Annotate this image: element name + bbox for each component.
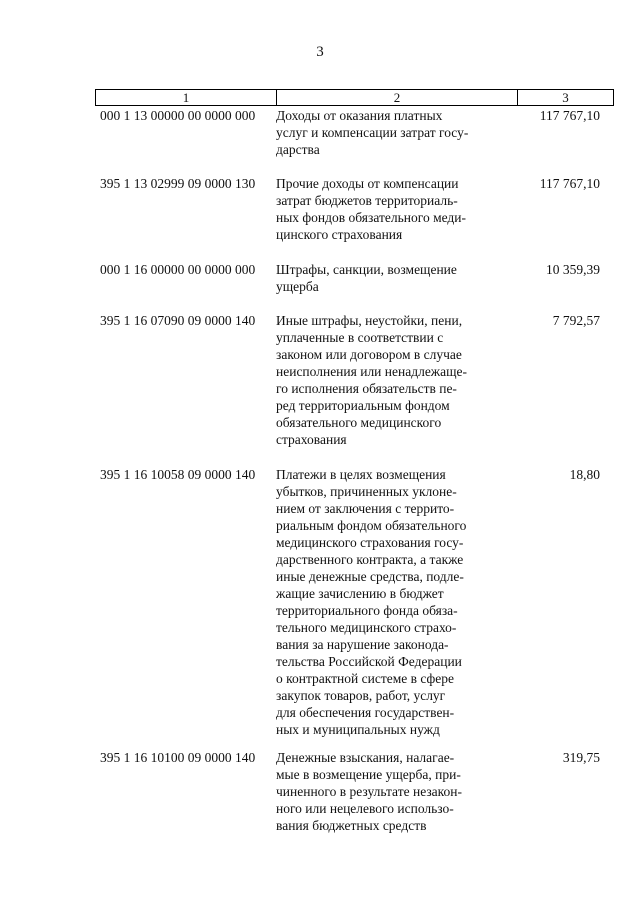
row-name-line: жащие зачислению в бюджет [276, 586, 444, 601]
row-name-line: Денежные взыскания, налагае- [276, 750, 455, 765]
header-col-1: 1 [96, 90, 277, 105]
row-name-line: чиненного в результате незакон- [276, 784, 463, 799]
row-name-line: иные денежные средства, подле- [276, 569, 464, 584]
row-name-line: обязательного медицинского [276, 415, 442, 430]
row-amount: 319,75 [562, 750, 600, 765]
row-name-line: вания за нарушение законода- [276, 637, 449, 652]
row-name-line: дарства [276, 142, 320, 157]
row-name-line: риальным фондом обязательного [276, 518, 467, 533]
row-amount: 7 792,57 [552, 313, 600, 328]
row-name-line: Прочие доходы от компенсации [276, 176, 459, 191]
row-name-line: Платежи в целях возмещения [276, 467, 446, 482]
row-name-line: Штрафы, санкции, возмещение [276, 262, 457, 277]
row-name [276, 749, 516, 834]
row-name-line: страхования [276, 432, 347, 447]
table-header [95, 89, 614, 106]
row-name-line: ных и муниципальных нужд [276, 722, 440, 737]
row-amount: 117 767,10 [539, 176, 600, 191]
row-code: 000 1 16 00000 00 0000 000 [100, 262, 256, 277]
row-amount: 18,80 [569, 467, 600, 482]
row-name-line: неисполнения или ненадлежаще- [276, 364, 468, 379]
row-name-line: цинского страхования [276, 227, 403, 242]
row-name-line: законом или договором в случае [276, 347, 462, 362]
row-name-line: убытков, причиненных уклоне- [276, 484, 457, 499]
row-name-line: ных фондов обязательного меди- [276, 210, 467, 225]
row-name-line: ущерба [276, 279, 319, 294]
header-col-2: 2 [277, 90, 518, 105]
row-name-line: тельства Российской Федерации [276, 654, 462, 669]
row-name-line: ред территориальным фондом [276, 398, 450, 413]
row-code: 395 1 16 10058 09 0000 140 [100, 467, 256, 482]
row-name-line: о контрактной системе в сфере [276, 671, 455, 686]
row-name [276, 107, 516, 158]
row-amount: 10 359,39 [546, 262, 600, 277]
row-name [276, 312, 516, 448]
row-name-line: территориального фонда обяза- [276, 603, 458, 618]
row-name-line: Иные штрафы, неустойки, пени, [276, 313, 463, 328]
row-name-line: го исполнения обязательств пе- [276, 381, 457, 396]
row-code: 395 1 16 10100 09 0000 140 [100, 750, 256, 765]
row-name-line: ного или нецелевого использо- [276, 801, 454, 816]
row-name-line: закупок товаров, работ, услуг [276, 688, 446, 703]
row-name-line: нием от заключения с террито- [276, 501, 455, 516]
header-col-3: 3 [562, 90, 569, 105]
row-name-line: вания бюджетных средств [276, 818, 427, 833]
row-name-line: мые в возмещение ущерба, при- [276, 767, 461, 782]
row-name [276, 466, 516, 738]
row-amount: 117 767,10 [539, 108, 600, 123]
row-name-line: услуг и компенсации затрат госу- [276, 125, 469, 140]
row-code: 395 1 16 07090 09 0000 140 [100, 313, 256, 328]
page-number: 3 [316, 44, 324, 60]
row-name-line: тельного медицинского страхо- [276, 620, 457, 635]
row-name-line: уплаченные в соответствии с [276, 330, 444, 345]
row-name [276, 175, 516, 243]
row-name [276, 261, 516, 295]
row-name-line: Доходы от оказания платных [276, 108, 443, 123]
row-name-line: затрат бюджетов территориаль- [276, 193, 458, 208]
row-name-line: для обеспечения государствен- [276, 705, 455, 720]
row-name-line: медицинского страхования госу- [276, 535, 464, 550]
row-name-line: дарственного контракта, а также [276, 552, 464, 567]
row-code: 000 1 13 00000 00 0000 000 [100, 108, 256, 123]
row-code: 395 1 13 02999 09 0000 130 [100, 176, 256, 191]
